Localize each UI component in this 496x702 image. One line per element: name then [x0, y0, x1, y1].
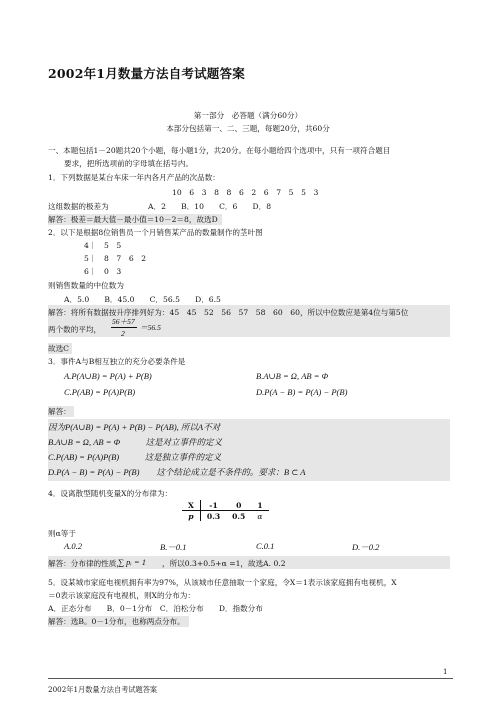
q3-answer-label: 解答： — [48, 406, 74, 417]
q4-option-a: A.0.2 — [64, 541, 82, 551]
q4-table-cell: X — [182, 500, 200, 511]
part-subheading: 本部分包括第一、二、三题，每题20分，共60分 — [166, 124, 330, 133]
q3-option-d: D.P(A − B) = P(A) − P(B) — [256, 387, 348, 397]
q2-stem-4: 4｜ — [84, 241, 97, 250]
q3-option-c: C.P(AB) = P(A)P(B) — [64, 387, 136, 397]
q4-table-cell: 0 — [236, 500, 242, 510]
q2-ask: 则销售数量的中位数为 — [48, 281, 124, 290]
q3-answer-line1: 因为P(A∪B) = P(A) + P(B) − P(AB), 所以A不对 — [48, 422, 221, 432]
q4-answer-formula: ∑ pᵢ = 1 — [118, 557, 147, 567]
q5-answer: 解答：选B。0－1分布，也称两点分布。 — [48, 616, 189, 627]
part-heading: 第一部分 必答题（满分60分） — [193, 111, 303, 120]
q3-answer-line3: C.P(AB) = P(A)P(B) 这是独立事件的定义 — [48, 452, 222, 462]
q2-options: A．5.0 B．45.0 C．56.5 D．6.5 — [64, 295, 221, 304]
q4-table-cell: 1 — [257, 500, 263, 510]
page-number: 1 — [443, 668, 448, 676]
q4-answer-pre: 解答：分布律的性质， — [48, 559, 124, 568]
document-title: 2002年1月数量方法自考试题答案 — [48, 66, 245, 81]
q4-option-b: B.－0.1 — [160, 542, 187, 552]
q5-stem-line1: 5．设某城市家庭电视机拥有率为97%，从该城市任意抽取一个家庭，令X＝1表示该家庭拥有电视机，X — [48, 578, 397, 587]
q4-table-cell: 0.5 — [232, 511, 246, 521]
footer-divider — [48, 678, 453, 679]
q2-leaves-6: 0 3 — [104, 267, 122, 276]
q2-fraction-denominator: 2 — [121, 329, 125, 338]
section1-intro-line1: 一、本题包括1－20题共20个小题，每小题1分，共20分。在每小题给四个选项中，只有一项符合题目 — [48, 146, 391, 155]
q2-answer-line1: 解答：将所有数据按升序排列好为：45 45 52 56 57 58 60 60，所以中位数应是第4位与第5位 — [48, 308, 409, 317]
q4-table-cell: p — [182, 511, 200, 522]
q2-leaves-5: 8 7 6 2 — [104, 254, 147, 263]
q5-stem-line2: ＝0表示该家庭没有电视机，则X的分布为： — [48, 591, 195, 600]
q2-stem: 2．以下是根据8位销售员一个月销售某产品的数量制作的茎叶图 — [48, 228, 263, 237]
q1-ask: 这组数据的极差为 — [48, 202, 109, 211]
q4-stem: 4．设离散型随机变量X的分布律为： — [48, 489, 173, 498]
q4-table-prob-row — [182, 511, 269, 522]
q1-data: 10 6 3 8 8 6 2 6 7 5 5 3 — [172, 188, 319, 197]
q4-distribution-table — [182, 500, 269, 521]
footer-text: 2002年1月数量方法自考试题答案 — [48, 685, 158, 694]
q4-table-cell: α — [257, 511, 263, 521]
q3-option-a: A.P(A∪B) = P(A) + P(B) — [64, 371, 152, 381]
q5-options: A．正态分布 B．0－1分布 C．泊松分布 D．指数分布 — [48, 604, 263, 613]
section1-intro-line2: 要求，把所选项前的字母填在括号内。 — [64, 159, 194, 168]
q2-fraction-result: ＝56.5 — [140, 323, 161, 332]
q4-table-cell: 0.3 — [206, 511, 221, 521]
q4-ask: 则α等于 — [48, 529, 76, 538]
q1-answer: 解答：极差＝最大值－最小值＝10－2＝8，故选D — [48, 214, 222, 225]
q4-option-d: D.－0.2 — [352, 542, 380, 552]
q2-fraction-numerator: 56＋57 — [112, 317, 135, 326]
q2-answer-line2: 两个数的平均， — [48, 325, 102, 334]
q4-option-c: C.0.1 — [256, 541, 275, 551]
q2-stem-5: 5｜ — [84, 254, 97, 263]
q2-stem-6: 6｜ — [84, 267, 97, 276]
q3-answer-line4: D.P(A − B) = P(A) − P(B) 这个结论成立是不条件的。要求：B ⊂ A — [48, 467, 306, 477]
q1-stem: 1．下列数据是某台车床一年内各月产品的次品数： — [48, 173, 220, 182]
q3-answer-line2: B.A∪B = Ω, AB = Φ 这是对立事件的定义 — [48, 437, 223, 447]
q2-fraction-bar — [111, 327, 137, 328]
q3-option-b: B.A∪B = Ω, AB = Φ — [256, 371, 329, 381]
q1-options: A．2 B．10 C．6 D．8 — [148, 202, 272, 211]
q2-conclusion: 故选C — [48, 343, 72, 354]
q4-table-header-row — [182, 500, 269, 511]
q3-stem: 3．事件A与B相互独立的充分必要条件是 — [48, 357, 186, 366]
q4-answer-post: ，所以0.3+0.5+α =1，故选A. 0.2 — [162, 559, 286, 568]
q4-table-cell: -1 — [209, 500, 218, 510]
q2-leaves-4: 5 5 — [104, 241, 122, 250]
